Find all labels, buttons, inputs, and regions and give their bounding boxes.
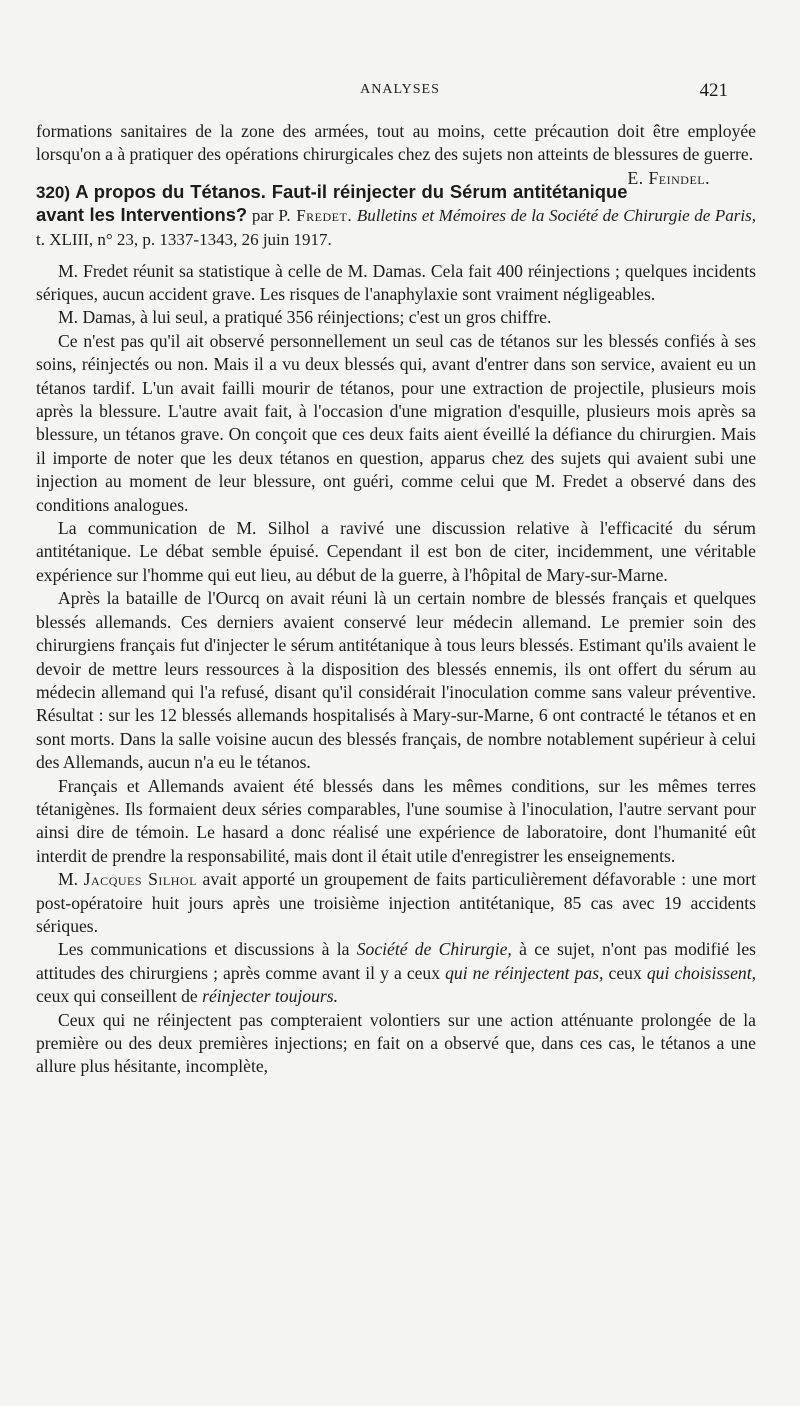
p8-qui: qui ne réinjectent pas,	[445, 962, 604, 983]
page-body	[36, 120, 756, 1079]
page-header	[0, 80, 800, 104]
page-number: 421	[699, 80, 728, 101]
p8-always: réinjecter toujours.	[202, 986, 338, 1007]
paragraph-5: Après la bataille de l'Ourcq on avait réuni là un certain nombre de blessés français et quelques blessés allemands. Ces derniers avaient conservé leur médecin allemand. Le premier soin des chirurgiens français fut d'injecter le sérum antitétanique à tous leurs blessés. Estimant qu'ils avaient le devoir de mettre leurs ressources à la disposition des blessés ennemis, ils ont offert du sérum au médecin allemand qui l'a refusé, disant qu'il considérait l'inoculation comme sans valeur préventive. Résultat : sur les 12 blessés allemands hospitalisés à Mary-sur-Marne, 6 ont contracté le tétanos et en sont morts. Dans la salle voisine aucun des blessés français, de nombre notablement supérieur à celui des Allemands, aucun n'a eu le tétanos.	[36, 588, 756, 773]
entry-by: par	[251, 206, 274, 226]
paragraph-9: Ceux qui ne réinjectent pas compteraient volontiers sur une action atténuante prolongée de la première ou des deux premières injections; en fait on a observé que, dans ces cas, le tétanos a une allure plus hésitante, incomplète,	[36, 1009, 756, 1077]
abstract-entry-heading	[36, 181, 756, 252]
paragraph-7	[36, 868, 756, 938]
entry-journal: Bulletins et Mémoires de la Société de Chirurgie de Paris,	[356, 206, 756, 226]
p8-society: Société de Chirurgie,	[356, 939, 512, 960]
entry-volume: t. XLIII, n° 23, p. 1337-1343, 26 juin 1917.	[36, 230, 332, 249]
entry-title: A propos du Tétanos. Faut-il réinjecter du Sérum antitétanique avant les Interventions?	[36, 180, 628, 226]
p7-rest: avait apporté un groupement de faits particulièrement défavorable : une mort post-opératoire huit jours après une troisième injection antitétanique, 85 cas avec 19 accidents sériques.	[36, 869, 756, 936]
paragraph-2: M. Damas, à lui seul, a pratiqué 356 réinjections; c'est un gros chiffre.	[58, 307, 552, 328]
p8-b: à ce sujet, n'ont pas modifié les attitudes des chirurgiens ; après comme avant il y a ceux	[36, 939, 756, 983]
entry-author: P. Fredet.	[278, 206, 353, 226]
paragraph-3: Ce n'est pas qu'il ait observé personnellement un seul cas de tétanos sur les blessés confiés à ses soins, réinjectés ou non. Mais il a vu deux blessés qui, avant d'entrer dans son service, avaient eu un tétanos tardif. L'un avait failli mourir de tétanos, pour une extraction de projectile, plusieurs mois après la blessure. L'autre avait fait, à l'occasion d'une migration d'esquille, plusieurs mois après sa blessure, un tétanos grave. On conçoit que ces deux faits aient éveillé la défiance du chirurgien. Mais il importe de noter que les deux tétanos en question, apparus chez des sujets qui avaient subi une injection au moment de leur blessure, ont guéri, comme celui que M. Fredet a observé dans des conditions analogues.	[36, 330, 756, 515]
p8-c: ceux	[608, 962, 642, 983]
paragraph-6: Français et Allemands avaient été blessés dans les mêmes conditions, sur les mêmes terres tétanigènes. Ils formaient deux séries comparables, l'une soumise à l'inoculation, l'autre servant pour ainsi dire de témoin. Le hasard a donc réalisé une expérience de laboratoire, dont l'humanité eût interdit de prendre la responsabilité, mais dont il était utile d'enregistrer les enseignements.	[36, 775, 756, 866]
review-signature: E. Feindel.	[627, 167, 710, 188]
paragraph-1: M. Fredet réunit sa statistique à celle de M. Damas. Cela fait 400 réinjections ; quelques incidents sériques, aucun accident grave. Les risques de l'anaphylaxie sont vraiment négligeables.	[36, 260, 756, 304]
continuation-paragraph	[36, 120, 756, 188]
paragraph-4: La communication de M. Silhol a ravivé une discussion relative à l'efficacité du sérum antitétanique. Le débat semble épuisé. Cependant il est bon de citer, incidemment, une véritable expérience sur l'homme qui eut lieu, au début de la guerre, à l'hôpital de Mary-sur-Marne.	[36, 518, 756, 585]
p8-choose: qui choisissent,	[646, 962, 757, 983]
p7-start: M.	[58, 869, 79, 890]
paragraph-8	[36, 938, 756, 1008]
p8-d: ceux qui conseillent de	[36, 986, 198, 1007]
continuation-text: formations sanitaires de la zone des armées, tout au moins, cette précaution doit être employée lorsqu'on a à pratiquer des opérations chirurgicales chez des sujets non atteints de blessures de guerre.	[36, 121, 756, 165]
p8-a: Les communications et discussions à la	[58, 939, 350, 960]
entry-number: 320)	[36, 182, 71, 202]
running-head: ANALYSES	[360, 82, 440, 97]
p7-name: Jacques Silhol	[83, 869, 197, 890]
